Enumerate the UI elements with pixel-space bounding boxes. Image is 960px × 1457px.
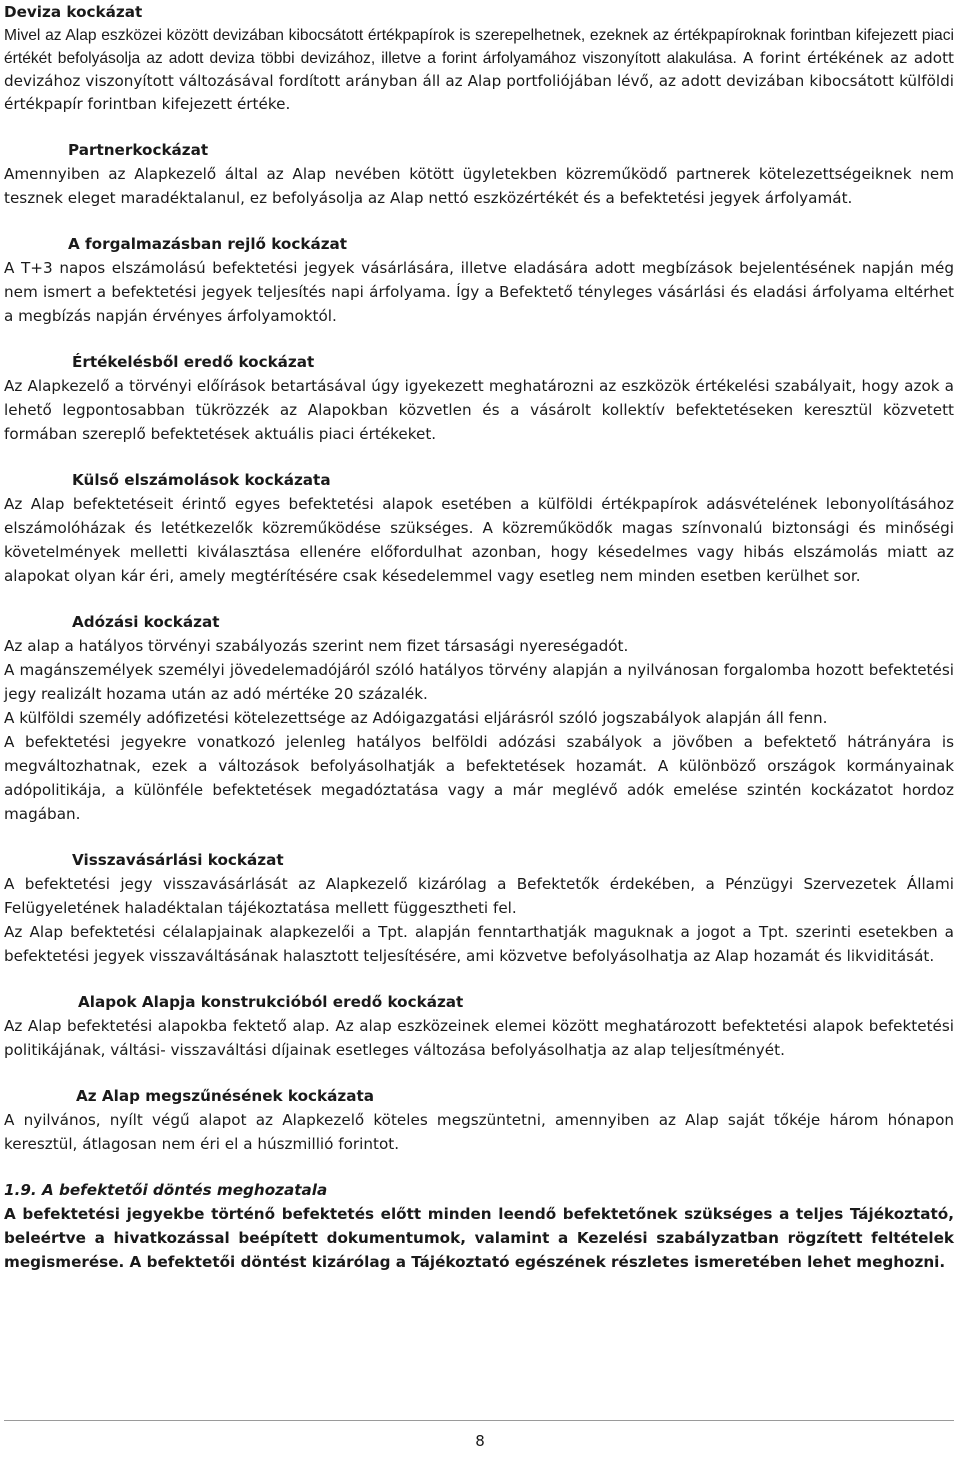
section-paragraph: A befektetési jegyekre vonatkozó jelenleg hatályos belföldi adózási szabályok a jövőben a befektető hátrányára is megváltozhatnak, ezek a változások befolyásolhatják a befektetések hozamát. A különböző országok kormányainak adópolitikája, a különféle befektetések megadóztatása vagy a már meglévő adók emelése szintén kockázatot hordoz magában. [4, 733, 954, 823]
section-paragraph: Az Alap befektetési alapokba fektető alap. Az alap eszközeinek elemei között meghatározott befektetési alapok befektetési politikájának, váltási- visszaváltási díjainak esetleges változása befolyásolhatja az alap teljesítményét. [4, 1017, 954, 1059]
paragraph-text: Mivel az Alap eszközei között devizában kibocsátott értékpapírok is szerepelhetnek, ezeknek az értékpapíroknak forintban kifejezett piaci értékét befolyásolja az adott deviza többi devizához, illetve a forint árfolyamához viszonyított alakulása. [4, 27, 954, 67]
section-title-partner: Partnerkockázat [68, 141, 209, 159]
section-paragraph: A nyilvános, nyílt végű alapot az Alapkezelő köteles megszüntetni, amennyiben az Alap saját tőkéje három hónapon keresztül, átlagosan nem éri el a húszmillió forintot. [4, 1111, 954, 1153]
section-title-forgalmazas: A forgalmazásban rejlő kockázat [68, 235, 348, 253]
section-title-visszavasarlas: Visszavásárlási kockázat [72, 851, 284, 869]
section-paragraph: Az Alap befektetéseit érintő egyes befektetési alapok esetében a külföldi értékpapírok adásvételének lebonyolításához elszámolóházak és letétkezelők közreműködése szükséges. A közreműködők magas színvonalú biztonsági és minőségi követelmények melletti kiválasztása ellenére előfordulhat azonban, hogy késedelmes vagy hibás elszámolás miatt az alapokat olyan kár éri, amely megtérítésére csak késedelemmel vagy esetleg nem minden esetben kerülhet sor. [4, 495, 954, 585]
final-section-text: A befektetési jegyekbe történő befektetés előtt minden leendő befektetőnek szükséges a teljes Tájékoztató, beleértve a hivatkozással beépített dokumentumok, valamint a Kezelési szabályzatban rögzített feltételek megismerése. A befektetői döntést kizárólag a Tájékoztató egészének részletes ismeretében lehet meghozni. [4, 1205, 954, 1271]
section-title-deviza: Deviza kockázat [4, 3, 143, 21]
section-paragraph: Az Alap befektetési célalapjainak alapkezelői a Tpt. alapján fenntarthatják maguknak a jogot a Tpt. szerinti esetekben a befektetési jegyek visszaváltásának halasztott teljesítésére, ami közvetve befolyásolhatja az Alap hozamát és likviditását. [4, 923, 954, 965]
section-title-kulso: Külső elszámolások kockázata [72, 471, 331, 489]
section-paragraph: Az Alapkezelő a törvényi előírások betartásával úgy igyekezett meghatározni az eszközök értékelési szabályait, hogy azok a lehető legpontosabban tükrözzék az Alapokban közvetlen és a vásárolt kollektív befektetéseken keresztül közvetett formában szereplő befektetések aktuális piaci értékeket. [4, 377, 954, 443]
section-title-megszunes: Az Alap megszűnésének kockázata [76, 1087, 374, 1105]
section-paragraph: Amennyiben az Alapkezelő által az Alap nevében kötött ügyletekben közreműködő partnerek kötelezettségeiknek nem tesznek eleget maradéktalanul, ez befolyásolja az Alap nettó eszközértékét és a befektetési jegyek árfolyamát. [4, 165, 954, 207]
paragraph-text: A forint értékének az adott devizához viszonyított változásával fordított arányban áll az Alap portfoliójában lévő, az adott devizában kibocsátott külföldi értékpapír forintban kifejezett értéke. [4, 49, 955, 113]
section-title-adozas: Adózási kockázat [72, 613, 220, 631]
section-paragraph: A befektetési jegy visszavásárlását az Alapkezelő kizárólag a Befektetők érdekében, a Pénzügyi Szervezetek Állami Felügyeletének haladéktalan tájékoztatása mellett függesztheti fel. [4, 875, 954, 917]
section-title-alapok-alapja: Alapok Alapja konstrukcióból eredő kockázat [78, 993, 464, 1011]
final-section-title: 1.9. A befektetői döntés meghozatala [4, 1181, 328, 1199]
document-page [4, 0, 954, 1274]
section-paragraph [4, 24, 954, 116]
section-paragraph: A magánszemélyek személyi jövedelemadójáról szóló hatályos törvény alapján a nyilvánosan forgalomba hozott befektetési jegy realizált hozama után az adó mértéke 20 százalék. [4, 661, 954, 703]
page-number: 8 [475, 1432, 485, 1450]
section-title-ertekeles: Értékelésből eredő kockázat [72, 353, 315, 371]
section-paragraph: Az alap a hatályos törvényi szabályozás szerint nem fizet társasági nyereségadót. [4, 637, 629, 655]
section-paragraph: A T+3 napos elszámolású befektetési jegyek vásárlására, illetve eladására adott megbízások bejelentésének napján még nem ismert a befektetési jegyek teljesítés napi árfolyama. Így a Befektető tényleges vásárlási és eladási árfolyama eltérhet a megbízás napján érvényes árfolyamoktól. [4, 259, 954, 325]
footer-divider [4, 1420, 954, 1421]
section-paragraph: A külföldi személy adófizetési kötelezettsége az Adóigazgatási eljárásról szóló jogszabályok alapján áll fenn. [4, 709, 828, 727]
